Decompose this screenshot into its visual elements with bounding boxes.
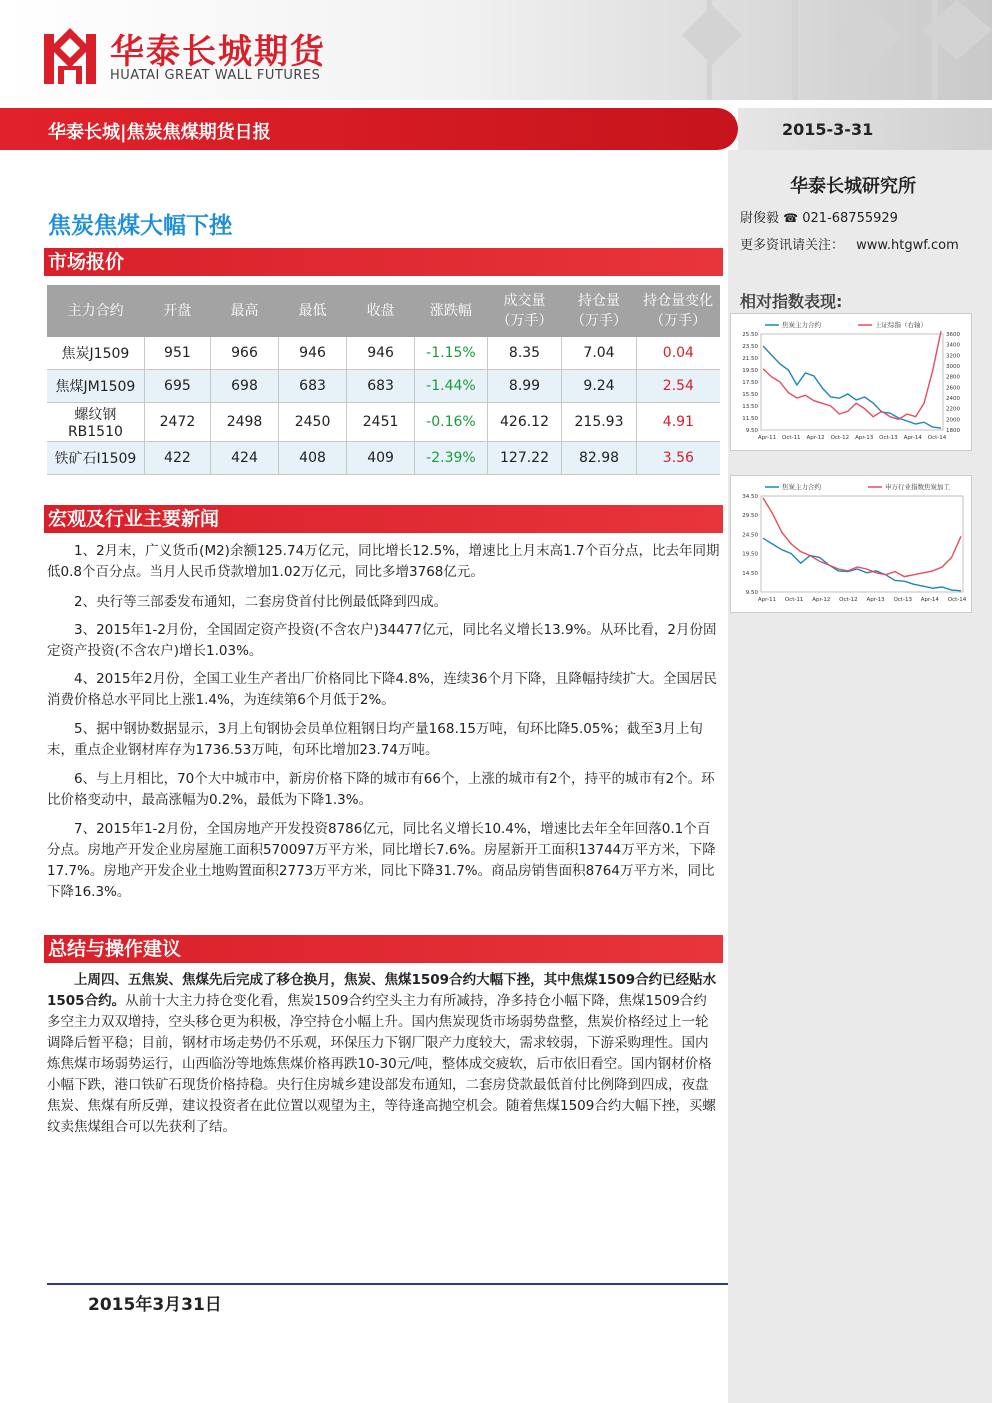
y-tick-label: 25.50: [742, 332, 758, 338]
table-cell: 铁矿石I1509: [47, 442, 144, 475]
table-cell: 683: [347, 370, 415, 403]
table-cell: 127.22: [487, 442, 562, 475]
x-tick-label: Oct-11: [784, 597, 804, 603]
col-header: 持仓量 （万手）: [562, 285, 637, 337]
col-header: 持仓量变化 （万手）: [636, 285, 720, 337]
table-cell: 2472: [144, 403, 210, 442]
series-line: [763, 331, 941, 419]
footer-divider: [47, 1283, 728, 1285]
x-tick-label: Oct-14: [947, 597, 967, 603]
y-right-tick-label: 3000: [946, 364, 960, 370]
follow-info: [740, 234, 959, 253]
col-header: 涨跌幅: [415, 285, 488, 337]
phone-icon: ☎: [783, 211, 799, 225]
y-tick-label: 17.50: [742, 380, 758, 386]
series-line: [763, 498, 961, 577]
col-header: 主力合约: [47, 285, 144, 337]
table-cell: 683: [279, 370, 347, 403]
col-header: 开盘: [144, 285, 210, 337]
table-cell: 424: [211, 442, 279, 475]
table-cell: 698: [211, 370, 279, 403]
table-row: [47, 337, 720, 370]
y-right-tick-label: 3600: [946, 332, 960, 338]
table-cell: -2.39%: [415, 442, 488, 475]
y-tick-label: 19.50: [742, 551, 758, 558]
news-item-4: 4、2015年2月份，全国工业生产者出厂价格同比下降4.8%，连续36个月下降，且降幅持续扩大。全国居民消费价格总水平同比上涨1.4%，为连续第6个月低于2%。: [47, 671, 718, 708]
table-cell: 426.12: [487, 403, 562, 442]
series-line: [763, 538, 961, 591]
y-tick-label: 11.50: [742, 416, 758, 422]
table-cell: 0.04: [636, 337, 720, 370]
table-cell: 2498: [211, 403, 279, 442]
section-title-market: 市场报价: [48, 251, 125, 273]
x-tick-label: Apr-12: [812, 597, 831, 603]
summary-rest: 从前十大主力持仓变化看，焦炭1509合约空头主力有所减持，净多持仓小幅下降，焦煤1509合约多空主力双双增持，空头移仓更为积极，净空持仓小幅上升。国内焦炭现货市场弱势盘整，焦炭价格经过上一轮调降后暂平稳；目前，钢材市场走势仍不乐观，环保压力下钢厂限产力度较大，需求较弱，下游采购理性。国内炼焦煤市场弱势运行，山西临汾等地炼焦煤价格再跌10-30元/吨，整体成交疲软，后市依旧看空。国内钢材价格小幅下跌，港口铁矿石现货价格持稳。央行住房城乡建设部发布通知，二套房贷款最低首付比例降到四成，夜盘焦炭、焦煤有所反弹，建议投资者在此位置以观望为主，等待逢高抛空机会。随着焦煤1509合约大幅下挫，买螺纹卖焦煤组合可以先获利了结。: [47, 993, 716, 1135]
y-right-tick-label: 2200: [946, 406, 960, 413]
quote-table: [47, 285, 720, 475]
section-title-summary: 总结与操作建议: [48, 938, 182, 960]
table-cell: 2450: [279, 403, 347, 442]
brand-name-cn: 华泰长城期货: [110, 32, 326, 72]
table-cell: 焦炭J1509: [47, 337, 144, 370]
section-bar-news: [44, 505, 723, 533]
table-cell: 215.93: [562, 403, 637, 442]
table-cell: 946: [279, 337, 347, 370]
analyst-name: 尉俊毅: [740, 211, 780, 226]
chart-coke-vs-sse: [730, 313, 972, 451]
y-right-tick-label: 2400: [946, 396, 960, 402]
news-item-3: 3、2015年1-2月份，全国固定资产投资(不含农户)34477亿元，同比名义增长13.9%。从环比看，2月份固定资产投资(不含农户)增长1.03%。: [47, 622, 717, 659]
table-cell: 82.98: [562, 442, 637, 475]
analyst-phone: 021-68755929: [802, 211, 898, 226]
news-item-5: 5、据中钢协数据显示，3月上旬钢协会员单位粗钢日均产量168.15万吨，旬环比降5.05%；截至3月上旬末，重点企业钢材库存为1736.53万吨，旬环比增加23.74万吨。: [47, 721, 703, 758]
x-tick-label: Oct-14: [927, 435, 947, 441]
table-cell: -1.15%: [415, 337, 488, 370]
section-bar-market: [44, 248, 723, 276]
institute-name: 华泰长城研究所: [790, 176, 916, 197]
news-item-2: 2、央行等三部委发布通知，二套房贷首付比例最低降到四成。: [74, 594, 448, 610]
x-tick-label: Oct-12: [839, 597, 858, 603]
x-tick-label: Apr-11: [757, 435, 777, 441]
x-tick-label: Oct-12: [830, 435, 850, 441]
main-headline: 焦炭焦煤大幅下挫: [48, 213, 232, 239]
table-cell: 946: [347, 337, 415, 370]
table-row: [47, 403, 720, 442]
legend-label: 申万行业指数焦炭加工: [885, 483, 950, 491]
website-link[interactable]: www.htgwf.com: [856, 238, 959, 253]
report-title: 华泰长城|焦炭焦煤期货日报: [48, 122, 271, 143]
table-cell: 951: [144, 337, 210, 370]
x-tick-label: Apr-11: [757, 597, 777, 603]
x-tick-label: Oct-11: [782, 435, 801, 441]
y-tick-label: 14.50: [742, 570, 758, 577]
x-tick-label: Apr-12: [806, 435, 825, 441]
x-tick-label: Apr-14: [903, 435, 922, 441]
y-right-tick-label: 2800: [946, 374, 960, 381]
y-tick-label: 9.50: [745, 590, 758, 596]
table-cell: -0.16%: [415, 403, 488, 442]
table-cell: 695: [144, 370, 210, 403]
table-cell: 焦煤JM1509: [47, 370, 144, 403]
table-cell: 7.04: [562, 337, 637, 370]
summary-bold: 上周四、五焦炭、焦煤先后完成了移仓换月，焦炭、焦煤1509合约大幅下挫，其中焦煤1509合约已经贴水1505合约。: [47, 972, 717, 1009]
table-row: [47, 370, 720, 403]
table-cell: 408: [279, 442, 347, 475]
y-right-tick-label: 2600: [946, 385, 960, 392]
y-right-tick-label: 1800: [946, 428, 960, 434]
table-cell: 2.54: [636, 370, 720, 403]
news-item-6: 6、与上月相比，70个大中城市中，新房价格下降的城市有66个，上涨的城市有2个，持平的城市有2个。环比价格变动中，最高涨幅为0.2%，最低为下降1.3%。: [47, 771, 715, 808]
y-tick-label: 13.50: [742, 404, 758, 410]
legend-label: 焦炭主力合约: [782, 483, 821, 491]
section-title-news: 宏观及行业主要新闻: [48, 508, 220, 530]
table-cell: 422: [144, 442, 210, 475]
table-cell: 3.56: [636, 442, 720, 475]
table-cell: 409: [347, 442, 415, 475]
col-header: 最高: [211, 285, 279, 337]
footer-date: 2015年3月31日: [88, 1295, 222, 1315]
col-header: 收盘: [347, 285, 415, 337]
brand-logo-icon: [42, 26, 98, 86]
table-cell: 螺纹钢RB1510: [47, 403, 144, 442]
y-tick-label: 9.50: [745, 428, 758, 434]
y-tick-label: 23.50: [742, 344, 758, 350]
table-row: [47, 442, 720, 475]
table-cell: 8.35: [487, 337, 562, 370]
legend-label: 上证综指（右轴）: [875, 321, 927, 329]
col-header: 成交量 （万手）: [487, 285, 562, 337]
summary-paragraph: [47, 970, 720, 1138]
analyst-contact: [740, 207, 898, 226]
y-tick-label: 15.50: [742, 392, 758, 398]
relative-index-title: 相对指数表现:: [740, 292, 843, 311]
y-right-tick-label: 3400: [946, 342, 960, 349]
table-cell: -1.44%: [415, 370, 488, 403]
table-cell: 966: [211, 337, 279, 370]
y-tick-label: 19.50: [742, 368, 758, 374]
y-tick-label: 34.50: [742, 494, 758, 500]
y-right-tick-label: 3200: [946, 353, 960, 360]
y-tick-label: 24.50: [742, 532, 758, 539]
brand-name-en: HUATAI GREAT WALL FUTURES: [110, 68, 321, 83]
chart-coke-vs-sector: [730, 475, 972, 613]
table-cell: 9.24: [562, 370, 637, 403]
header-decoration: [612, 0, 992, 100]
y-tick-label: 21.50: [742, 356, 758, 362]
report-date: 2015-3-31: [782, 120, 874, 139]
follow-label: 更多资讯请关注：: [740, 238, 845, 253]
table-cell: 2451: [347, 403, 415, 442]
table-header-row: [47, 285, 720, 337]
col-header: 最低: [279, 285, 347, 337]
news-item-7: 7、2015年1-2月份，全国房地产开发投资8786亿元，同比名义增长10.4%，增速比去年全年回落0.1个百分点。房地产开发企业房屋施工面积570097万平方米，同比增长7.6%。房屋新开工面积13744万平方米，下降17.7%。房地产开发企业土地购置面积2773万平方米，同比下降31.7%。商品房销售面积8764万平方米，同比下降16.3%。: [47, 821, 716, 900]
x-tick-label: Oct-13: [893, 597, 912, 603]
y-right-tick-label: 2000: [946, 417, 960, 424]
x-tick-label: Apr-13: [866, 597, 885, 603]
section-bar-summary: [44, 935, 723, 963]
legend-label: 焦炭主力合约: [782, 321, 821, 329]
table-cell: 4.91: [636, 403, 720, 442]
table-cell: 8.99: [487, 370, 562, 403]
x-tick-label: Apr-13: [855, 435, 874, 441]
news-item-1: 1、2月末，广义货币(M2)余额125.74万亿元，同比增长12.5%，增速比上月末高1.7个百分点，比去年同期低0.8个百分点。当月人民币贷款增加1.02万亿元，同比多增3768亿元。: [47, 543, 720, 580]
x-tick-label: Oct-13: [879, 435, 898, 441]
x-tick-label: Apr-14: [920, 597, 939, 603]
y-tick-label: 29.50: [742, 513, 758, 520]
